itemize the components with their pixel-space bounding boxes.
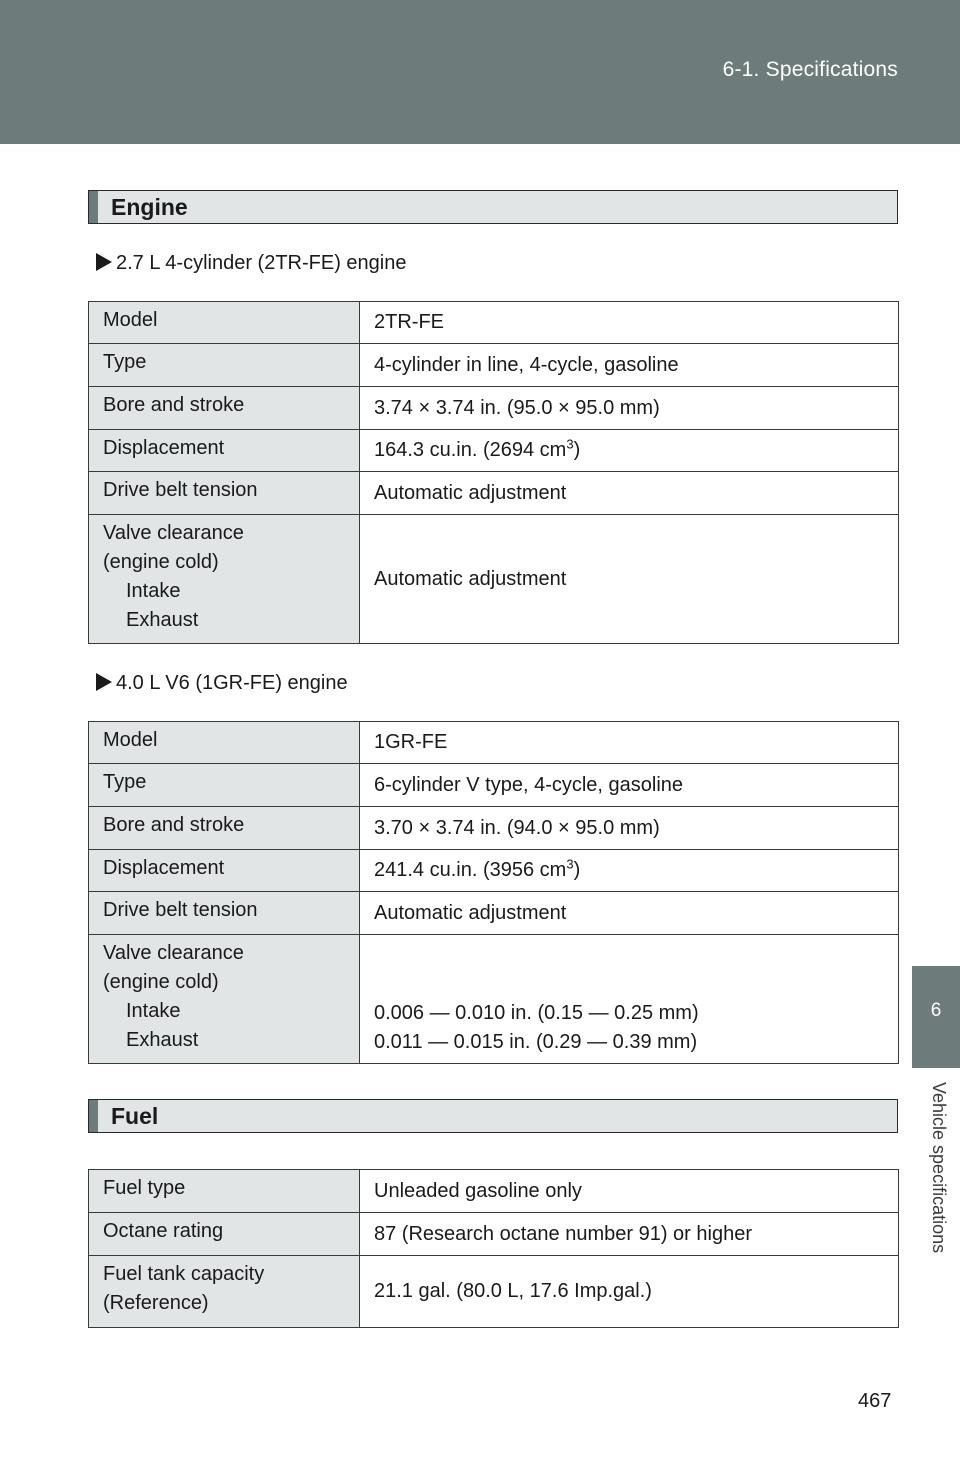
spec-key [89, 935, 360, 1064]
spec-key: Type [89, 344, 360, 387]
engine1-heading-text: 2.7 L 4-cylinder (2TR-FE) engine [116, 252, 407, 274]
table-row [89, 1256, 899, 1328]
table-row [89, 764, 899, 807]
fuel-section-title: Fuel [111, 1103, 159, 1129]
table-row [89, 344, 899, 387]
superscript: 3 [566, 856, 574, 872]
page-header [0, 0, 960, 144]
spec-key [89, 1256, 360, 1328]
table-row [89, 430, 899, 472]
spec-value [360, 430, 899, 472]
superscript: 3 [566, 436, 574, 452]
value-line: 0.011 — 0.015 in. (0.29 — 0.39 mm) [374, 1031, 698, 1053]
key-line: Fuel tank capacity [103, 1263, 265, 1285]
spec-value: 21.1 gal. (80.0 L, 17.6 Imp.gal.) [360, 1256, 899, 1328]
table-row [89, 1213, 899, 1256]
chapter-section-title: 6-1. Specifications [722, 58, 898, 81]
chapter-tab-label: Vehicle specifications [929, 1082, 949, 1254]
displacement-close: ) [573, 439, 581, 461]
spec-value: 2TR-FE [360, 302, 899, 344]
spec-value: Unleaded gasoline only [360, 1170, 899, 1213]
spec-key: Fuel type [89, 1170, 360, 1213]
spec-value [360, 850, 899, 892]
displacement-close: ) [573, 859, 581, 881]
chapter-number: 6 [930, 1000, 942, 1021]
spec-key: Model [89, 302, 360, 344]
spec-value: Automatic adjustment [360, 892, 899, 935]
spec-key [89, 515, 360, 644]
arrow-right-icon [96, 673, 112, 691]
spec-value: 1GR-FE [360, 722, 899, 764]
key-line: Valve clearance [103, 522, 244, 544]
spec-key: Bore and stroke [89, 807, 360, 850]
table-row [89, 302, 899, 344]
section-stripe [89, 191, 98, 223]
spec-key: Displacement [89, 430, 360, 472]
spec-value: Automatic adjustment [360, 515, 899, 644]
spec-key: Bore and stroke [89, 387, 360, 430]
key-line: (engine cold) [103, 551, 219, 573]
table-row [89, 387, 899, 430]
spec-value: 4-cylinder in line, 4-cycle, gasoline [360, 344, 899, 387]
spec-value: 3.70 × 3.74 in. (94.0 × 95.0 mm) [360, 807, 899, 850]
key-line: Valve clearance [103, 942, 244, 964]
key-line: Intake [126, 1000, 181, 1022]
table-row [89, 892, 899, 935]
fuel-section-header [88, 1099, 898, 1133]
spec-key: Octane rating [89, 1213, 360, 1256]
spec-key: Type [89, 764, 360, 807]
engine1-heading [96, 252, 407, 275]
key-line: Exhaust [126, 609, 199, 631]
engine2-heading-text: 4.0 L V6 (1GR-FE) engine [116, 672, 348, 694]
key-line: Intake [126, 580, 181, 602]
engine1-spec-table [88, 301, 899, 644]
table-row [89, 935, 899, 1064]
table-row [89, 722, 899, 764]
spec-key: Drive belt tension [89, 892, 360, 935]
spec-value: 6-cylinder V type, 4-cycle, gasoline [360, 764, 899, 807]
displacement-value: 164.3 cu.in. (2694 cm [374, 439, 567, 461]
page-number: 467 [858, 1390, 892, 1412]
spec-value: Automatic adjustment [360, 472, 899, 515]
arrow-right-icon [96, 253, 112, 271]
table-row [89, 1170, 899, 1213]
spec-key: Displacement [89, 850, 360, 892]
key-line: (engine cold) [103, 971, 219, 993]
displacement-value: 241.4 cu.in. (3956 cm [374, 859, 567, 881]
spec-key: Drive belt tension [89, 472, 360, 515]
fuel-spec-table [88, 1169, 899, 1328]
engine-section-title: Engine [111, 194, 188, 220]
value-line: 0.006 — 0.010 in. (0.15 — 0.25 mm) [374, 1002, 699, 1024]
spec-value [360, 935, 899, 1064]
key-line: Exhaust [126, 1029, 199, 1051]
spec-value: 87 (Research octane number 91) or higher [360, 1213, 899, 1256]
spec-key: Model [89, 722, 360, 764]
table-row [89, 472, 899, 515]
engine2-spec-table [88, 721, 899, 1064]
key-line: (Reference) [103, 1292, 209, 1314]
table-row [89, 515, 899, 644]
spec-value: 3.74 × 3.74 in. (95.0 × 95.0 mm) [360, 387, 899, 430]
table-row [89, 850, 899, 892]
section-stripe [89, 1100, 98, 1132]
engine-section-header [88, 190, 898, 224]
engine2-heading [96, 672, 348, 695]
table-row [89, 807, 899, 850]
